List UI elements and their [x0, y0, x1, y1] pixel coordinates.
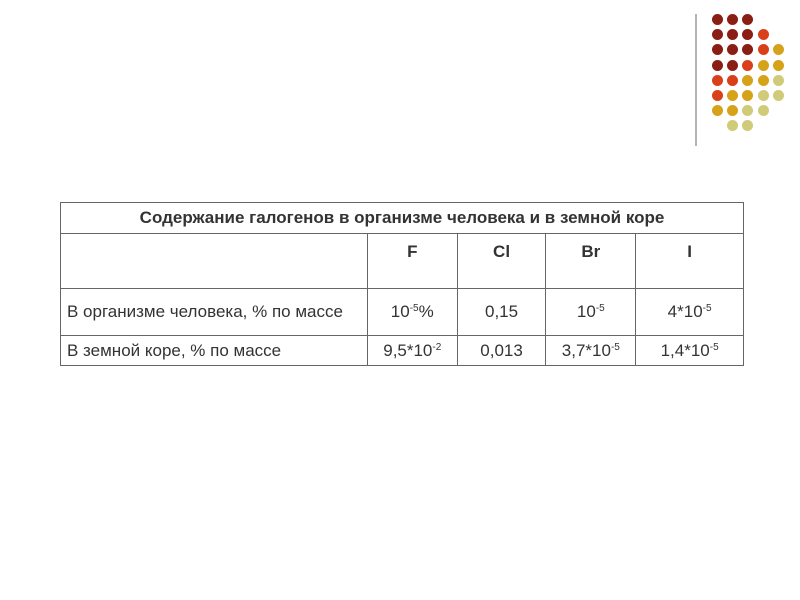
decor-dot [742, 75, 753, 86]
cell-cl: 0,15 [457, 289, 546, 336]
decor-dot [742, 120, 753, 131]
header-corner [61, 234, 368, 289]
table-header-row [61, 234, 744, 289]
decor-dot [742, 29, 753, 40]
decor-dot [773, 90, 784, 101]
decor-dot [712, 14, 723, 25]
table-row [61, 289, 744, 336]
decor-dot [727, 44, 738, 55]
decor-dot [758, 90, 769, 101]
decor-dot [758, 60, 769, 71]
cell-i: $4*10^{-5}$ [636, 289, 744, 336]
decor-dot [727, 60, 738, 71]
cell-br: $10^{-5}$ [546, 289, 636, 336]
decor-dot [712, 105, 723, 116]
decor-dot [712, 90, 723, 101]
decor-dot [712, 75, 723, 86]
table-title: Содержание галогенов в организме человека и в земной коре [61, 203, 744, 234]
header-i: I [636, 234, 744, 289]
cell-f: $9,5*10^{-2}$ [367, 336, 457, 366]
decor-dot [727, 75, 738, 86]
decor-dot [773, 60, 784, 71]
decor-dot [712, 60, 723, 71]
decor-dot [742, 14, 753, 25]
header-br: Br [546, 234, 636, 289]
cell-i: $1,4*10^{-5}$ [636, 336, 744, 366]
table-row [61, 336, 744, 366]
header-f: F [367, 234, 457, 289]
decor-dot [758, 75, 769, 86]
decor-dot [773, 44, 784, 55]
decor-dot [742, 90, 753, 101]
decor-dot [742, 60, 753, 71]
decor-dot-grid [0, 0, 800, 140]
decor-dot [727, 90, 738, 101]
decor-dot [773, 75, 784, 86]
decor-dot [758, 105, 769, 116]
decor-dot [727, 14, 738, 25]
decor-dot [712, 29, 723, 40]
decor-dot [727, 105, 738, 116]
row-label: В земной коре, % по массе [61, 336, 368, 366]
cell-f: $10^{-5}\%$ [367, 289, 457, 336]
row-label: В организме человека, % по массе [61, 289, 368, 336]
halogen-table [60, 202, 744, 366]
decor-dot [742, 105, 753, 116]
decor-dot [742, 44, 753, 55]
header-cl: Cl [457, 234, 546, 289]
decor-dot [727, 29, 738, 40]
decor-dot [712, 44, 723, 55]
decor-dot [758, 29, 769, 40]
decor-dot [758, 44, 769, 55]
decor-dot [727, 120, 738, 131]
cell-cl: 0,013 [457, 336, 546, 366]
cell-br: $3,7*10^{-5}$ [546, 336, 636, 366]
